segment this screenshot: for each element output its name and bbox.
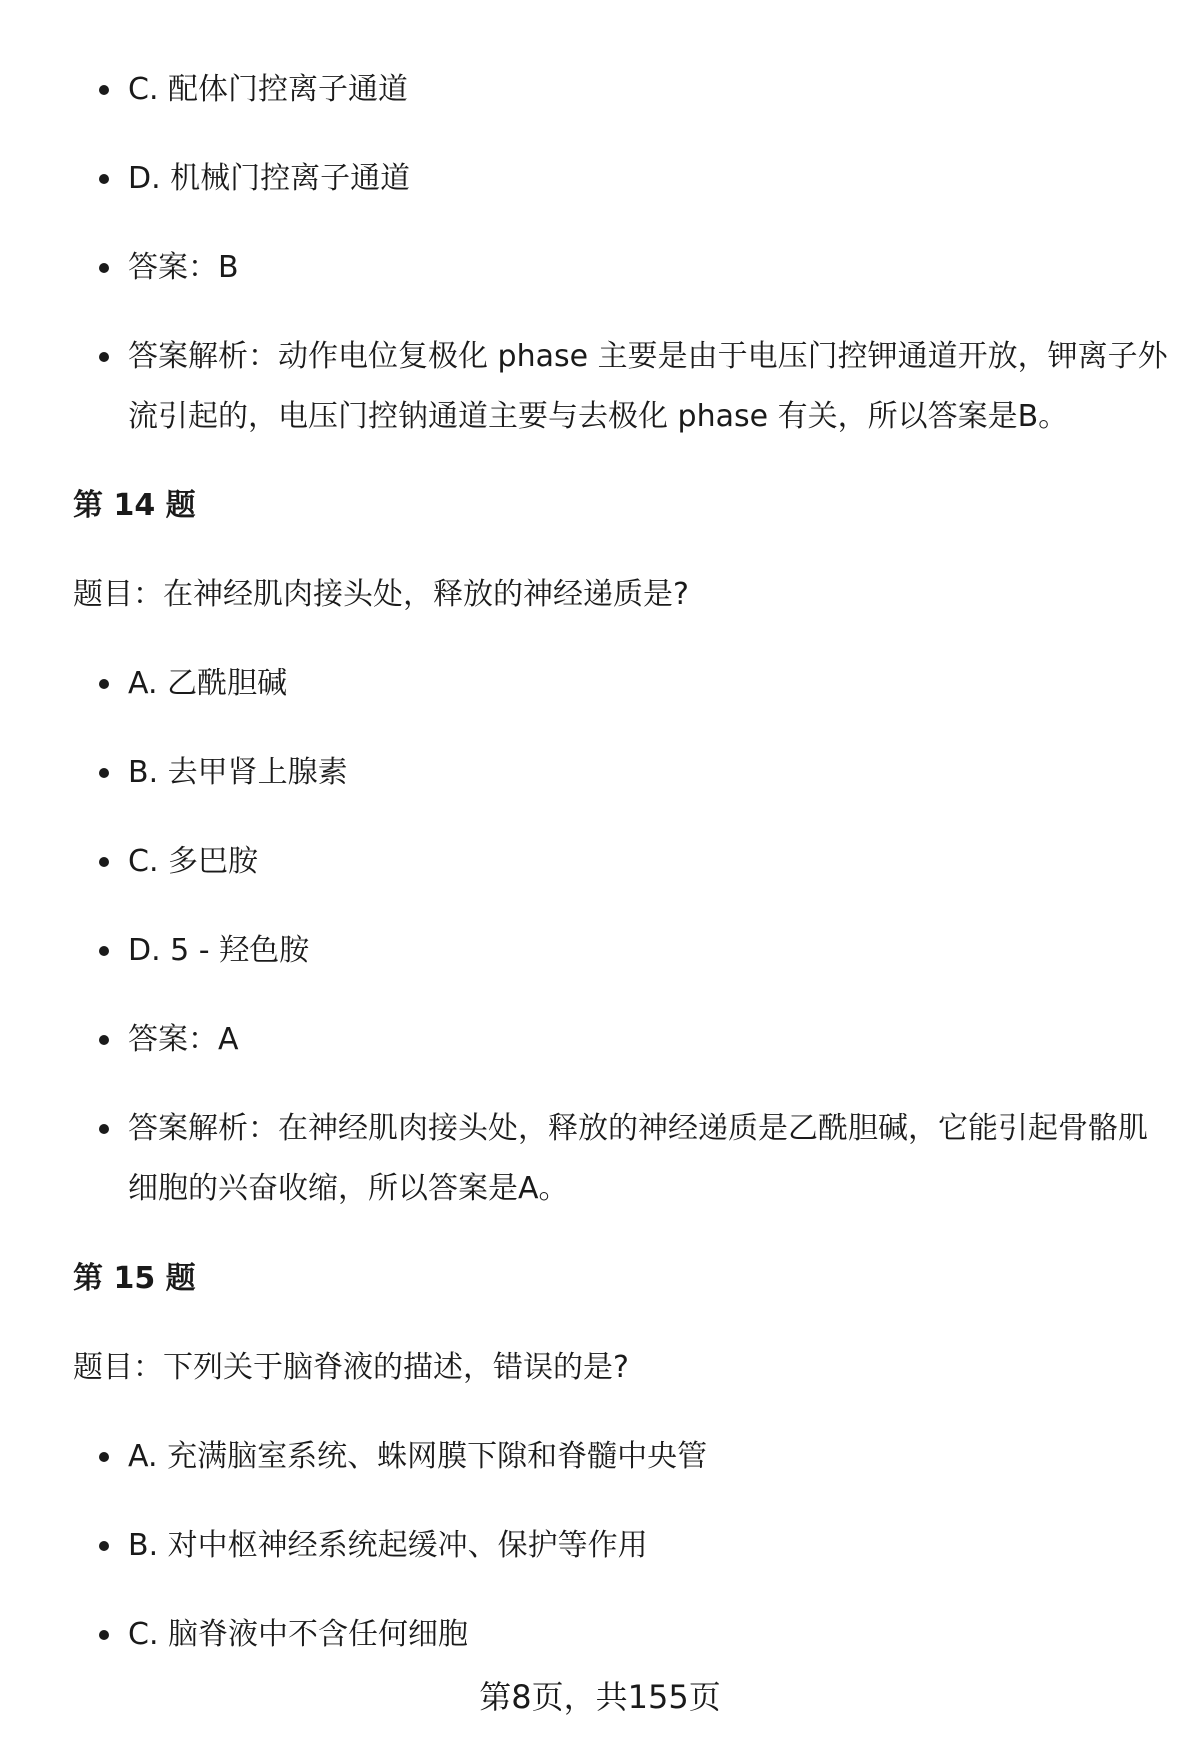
list-item-answer: 答案：B	[128, 238, 1168, 298]
list-item-option-b: B. 对中枢神经系统起缓冲、保护等作用	[128, 1516, 1168, 1576]
question-heading: 第 14 题	[73, 488, 196, 523]
question-heading: 第 15 题	[73, 1261, 196, 1296]
list-item-option-d: D. 5 - 羟色胺	[128, 921, 1168, 981]
list-item-option-b: B. 去甲肾上腺素	[128, 743, 1168, 803]
list-item-option-a: A. 乙酰胆碱	[128, 654, 1168, 714]
list-item-explanation: 答案解析：在神经肌肉接头处，释放的神经递质是乙酰胆碱，它能引起骨骼肌细胞的兴奋收缩，所以答案是A。	[128, 1099, 1168, 1219]
question-text: 题目：下列关于脑脊液的描述，错误的是?	[73, 1350, 629, 1385]
list-item-explanation: 答案解析：动作电位复极化 phase 主要是由于电压门控钾通道开放，钾离子外流引起的，电压门控钠通道主要与去极化 phase 有关，所以答案是B。	[128, 327, 1168, 447]
list-item-option-c: C. 配体门控离子通道	[128, 60, 1168, 120]
list-item-option-a: A. 充满脑室系统、蛛网膜下隙和脊髓中央管	[128, 1427, 1168, 1487]
question-text: 题目：在神经肌肉接头处，释放的神经递质是?	[73, 577, 689, 612]
list-item-answer: 答案：A	[128, 1010, 1168, 1070]
list-item-option-c: C. 脑脊液中不含任何细胞	[128, 1605, 1168, 1665]
list-item-option-d: D. 机械门控离子通道	[128, 149, 1168, 209]
list-item-option-c: C. 多巴胺	[128, 832, 1168, 892]
page-number-footer: 第8页，共155页	[479, 1678, 721, 1716]
